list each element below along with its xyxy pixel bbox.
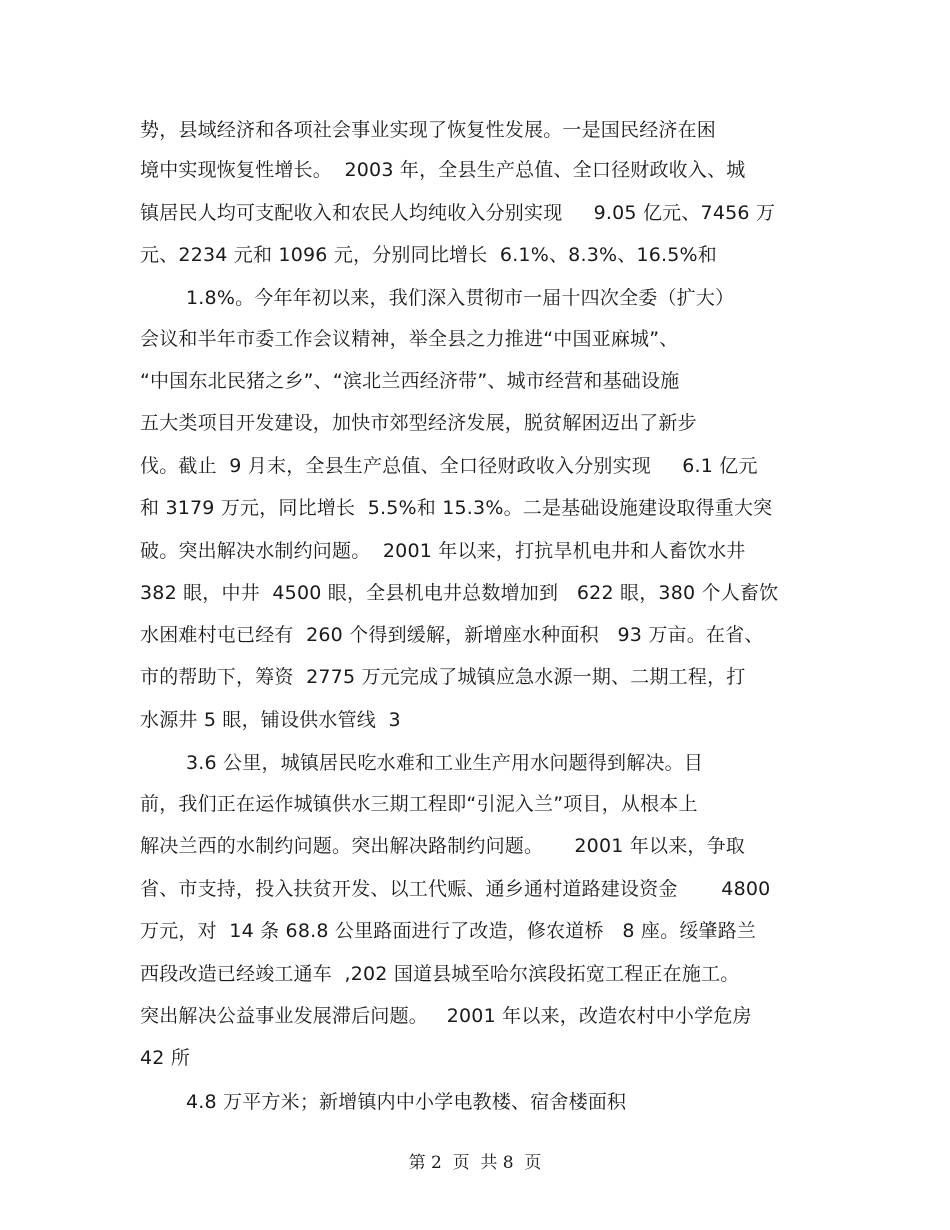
paragraph-line: 万元，对 14 条 68.8 公里路面进行了改造，修农道桥 8 座。绥肇路兰 [140,920,757,942]
paragraph-line: 水困难村屯已经有 260 个得到缓解，新增座水种面积 93 万亩。在省、 [140,624,764,646]
paragraph-line: 解决兰西的水制约问题。突出解决路制约问题。 2001 年以来，争取 [140,835,745,857]
paragraph-line: 42 所 [140,1047,191,1069]
paragraph-line: 元、2234 元和 1096 元，分别同比增长 6.1%、8.3%、16.5%和 [140,244,718,266]
paragraph-line: 水源井 5 眼，铺设供水管线 3 [140,709,401,731]
paragraph-line: 省、市支持，投入扶贫开发、以工代赈、通乡通村道路建设资金 4800 [140,878,771,900]
paragraph-line: 4.8 万平方米；新增镇内中小学电教楼、宿舍楼面积 [186,1091,627,1113]
paragraph-line: 破。突出解决水制约问题。 2001 年以来，打抗旱机电井和人畜饮水井 [140,540,746,562]
paragraph-line: 西段改造已经竣工通车 ,202 国道县城至哈尔滨段拓宽工程正在施工。 [140,963,740,985]
page-number-footer: 第 2 页 共 8 页 [408,1153,542,1173]
paragraph-line: 382 眼，中井 4500 眼，全县机电井总数增加到 622 眼，380 个人畜饮 [140,582,779,604]
paragraph-line: 1.8%。今年年初以来，我们深入贯彻市一届十四次全委（扩大） [186,287,735,309]
paragraph-line: 镇居民人均可支配收入和农民人均纯收入分别实现 9.05 亿元、7456 万 [140,202,776,224]
paragraph-line: 前，我们正在运作城镇供水三期工程即“引泥入兰”项目，从根本上 [140,793,698,815]
paragraph-line: 3.6 公里，城镇居民吃水难和工业生产用水问题得到解决。目 [186,752,704,774]
paragraph-line: 和 3179 万元，同比增长 5.5%和 15.3%。二是基础设施建设取得重大突 [140,497,773,519]
paragraph-line: “中国东北民猪之乡”、“滨北兰西经济带”、城市经营和基础设施 [140,370,680,392]
paragraph-line: 势，县域经济和各项社会事业实现了恢复性发展。一是国民经济在困 [140,119,717,141]
paragraph-line: 会议和半年市委工作会议精神，举全县之力推进“中国亚麻城”、 [140,328,679,350]
paragraph-line: 伐。截止 9 月末，全县生产总值、全口径财政收入分别实现 6.1 亿元 [140,455,758,477]
paragraph-line: 五大类项目开发建设，加快市郊型经济发展，脱贫解困迈出了新步 [140,412,697,434]
paragraph-line: 市的帮助下，筹资 2775 万元完成了城镇应急水源一期、二期工程，打 [140,666,746,688]
paragraph-line: 境中实现恢复性增长。 2003 年，全县生产总值、全口径财政收入、城 [140,159,746,181]
paragraph-line: 突出解决公益事业发展滞后问题。 2001 年以来，改造农村中小学危房 [140,1005,752,1027]
